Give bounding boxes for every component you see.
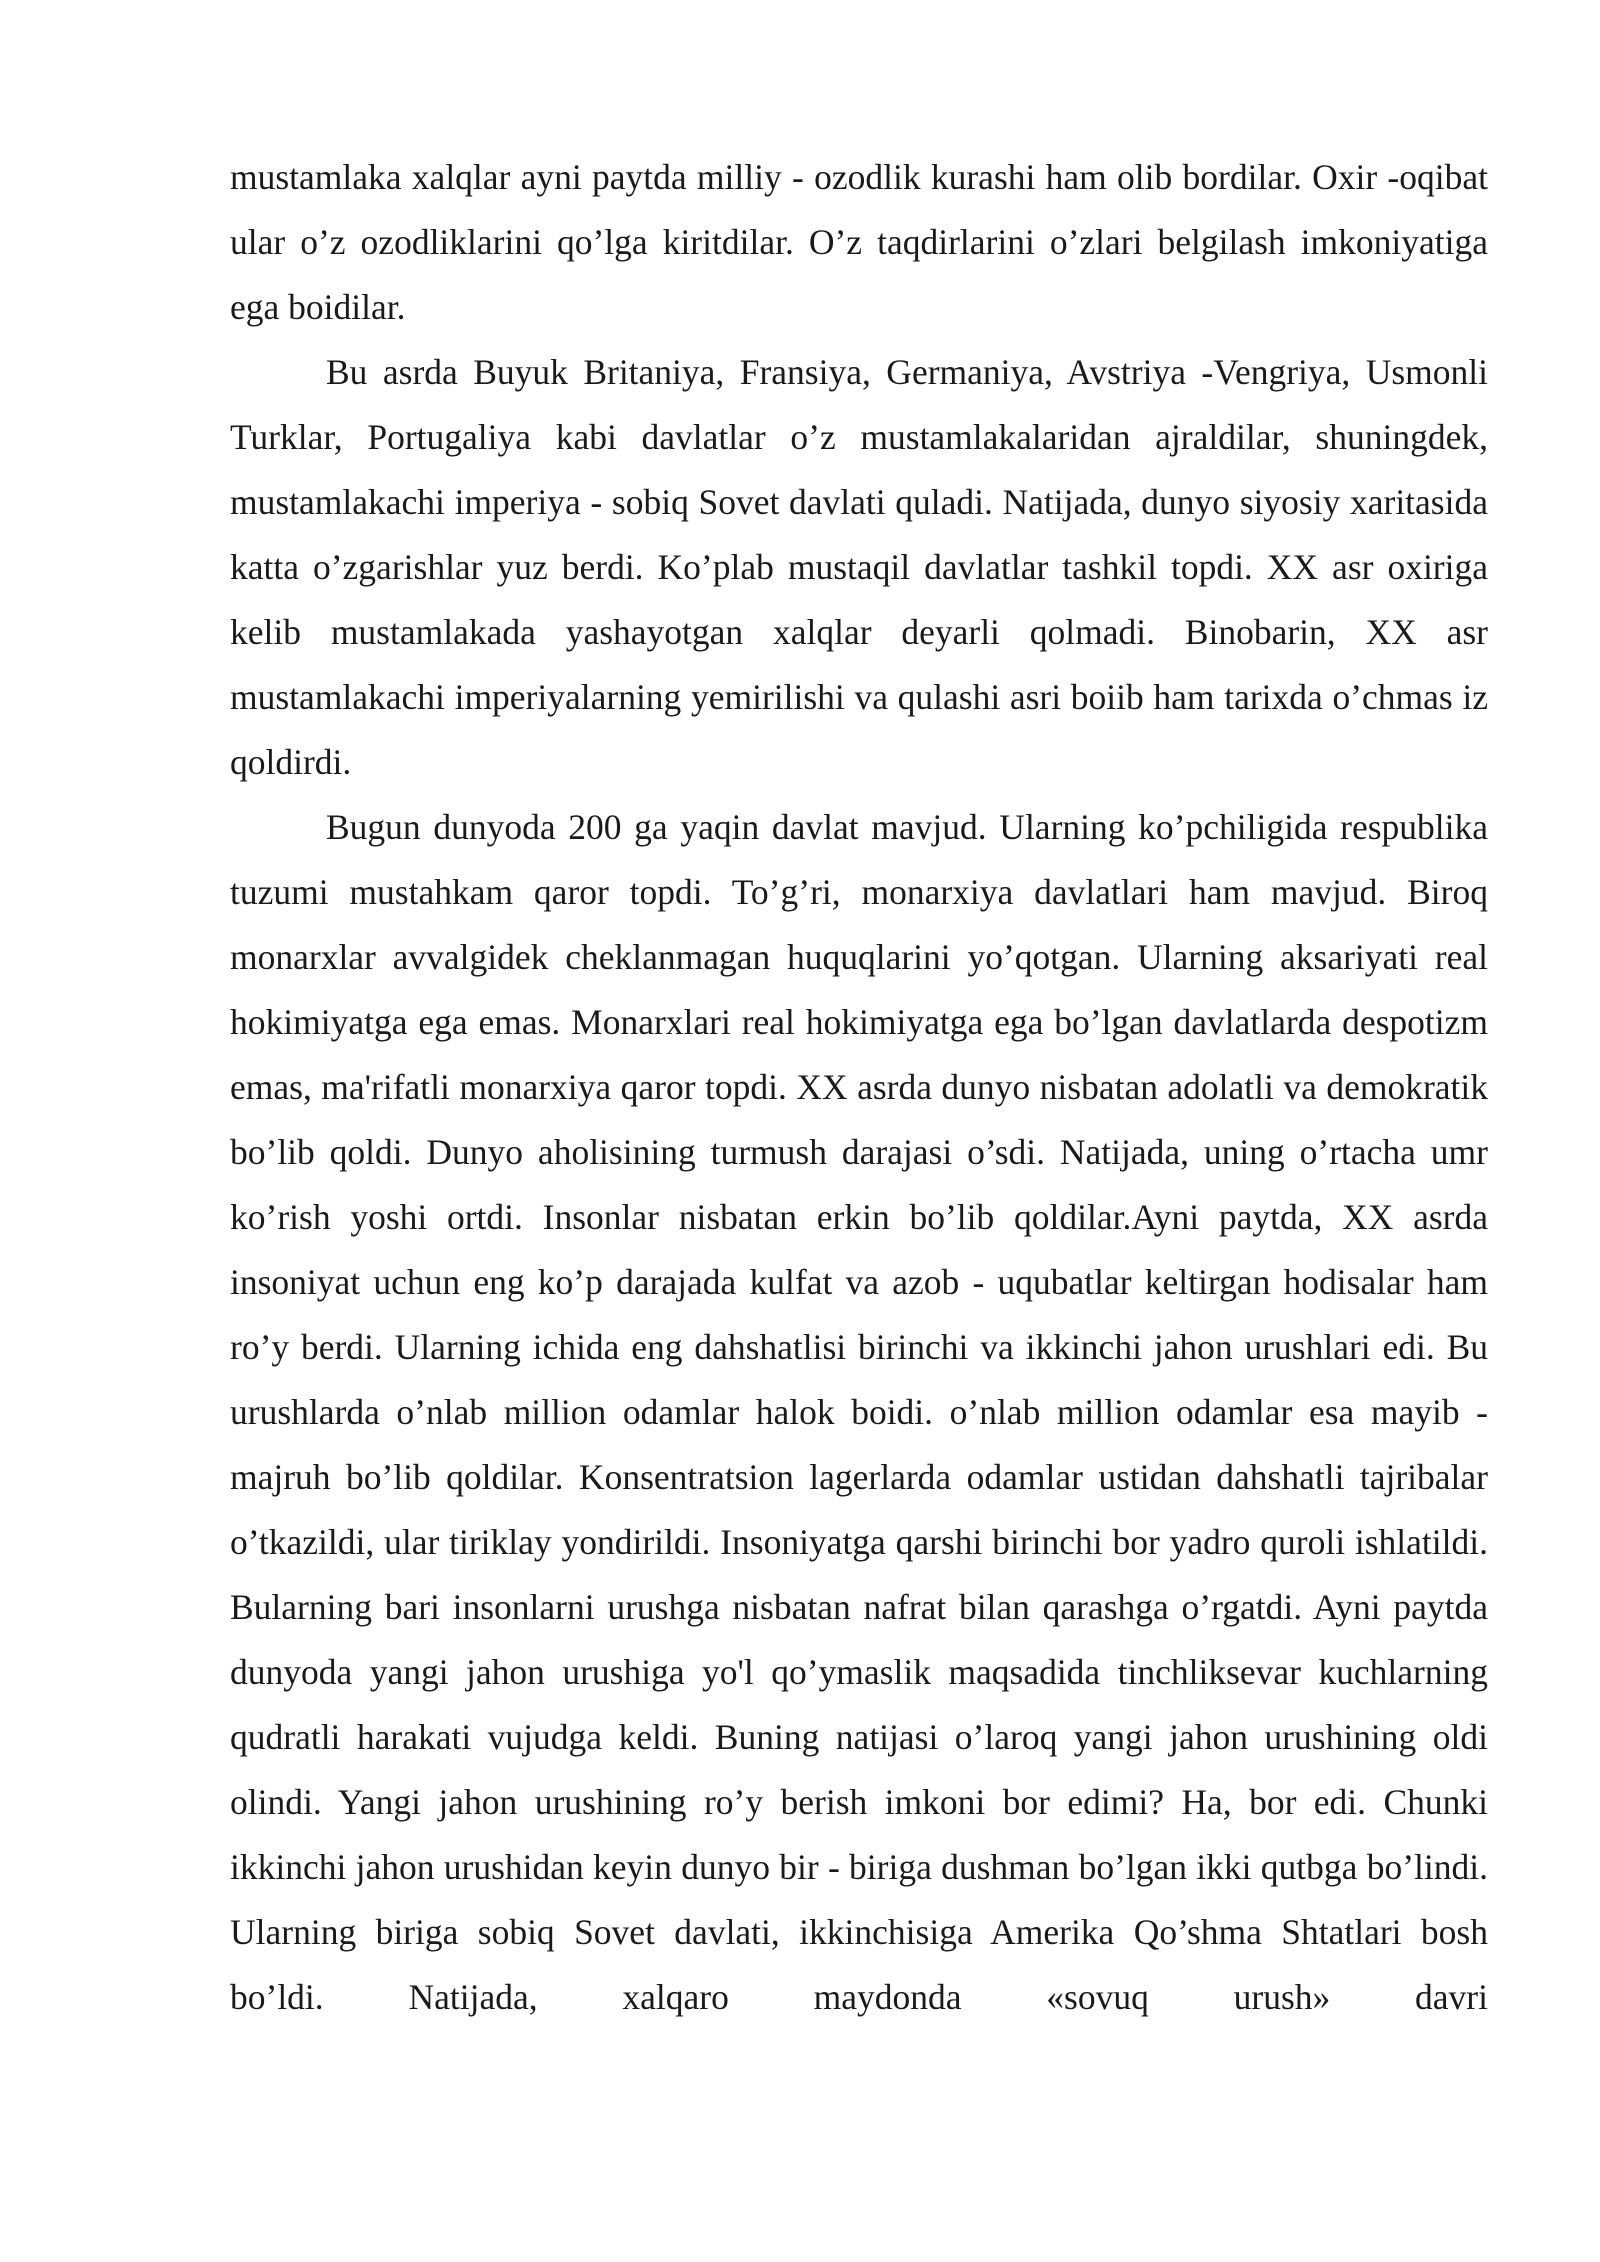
document-body <box>230 145 1488 2030</box>
paragraph-1: mustamlaka xalqlar ayni paytda milliy - ozodlik kurashi ham olib bordilar. Oxir -oqibat ular o’z ozodliklarini qo’lga kiritdilar. O’z taqdirlarini o’zlari belgilash imkoniyatiga ega boidilar. <box>230 157 1488 327</box>
paragraph-3: Bugun dunyoda 200 ga yaqin davlat mavjud. Ularning ko’pchiligida respublika tuzumi mustahkam qaror topdi. To’g’ri, monarxiya davlatlari ham mavjud. Biroq monarxlar avvalgidek cheklanmagan huquqlarini yo’qotgan. Ularning aksariyati real hokimiyatga ega emas. Monarxlari real hokimiyatga ega bo’lgan davlatlarda despotizm emas, ma'rifatli monarxiya qaror topdi. XX asrda dunyo nisbatan adolatli va demokratik bo’lib qoldi. Dunyo aholisining turmush darajasi o’sdi. Natijada, uning o’rtacha umr ko’rish yoshi ortdi. Insonlar nisbatan erkin bo’lib qoldilar.Ayni paytda, XX asrda insoniyat uchun eng ko’p darajada kulfat va azob - uqubatlar keltirgan hodisalar ham ro’y berdi. Ularning ichida eng dahshatlisi birinchi va ikkinchi jahon urushlari edi. Bu urushlarda o’nlab million odamlar halok boidi. o’nlab million odamlar esa mayib - majruh bo’lib qoldilar. Konsentratsion lagerlarda odamlar ustidan dahshatli tajribalar o’tkazildi, ular tiriklay yondirildi. Insoniyatga qarshi birinchi bor yadro quroli ishlatildi. Bularning bari insonlarni urushga nisbatan nafrat bilan qarashga o’rgatdi. Ayni paytda dunyoda yangi jahon urushiga yo'l qo’ymaslik maqsadida tinchliksevar kuchlarning qudratli harakati vujudga keldi. Buning natijasi o’laroq yangi jahon urushining oldi olindi. Yangi jahon urushining ro’y berish imkoni bor edimi? Ha, bor edi. Chunki ikkinchi jahon urushidan keyin dunyo bir - biriga dushman bo’lgan ikki qutbga bo’lindi. Ularning biriga sobiq Sovet davlati, ikkinchisiga Amerika Qo’shma Shtatlari bosh bo’ldi. Natijada, xalqaro maydonda «sovuq urush» davri <box>230 807 1488 2017</box>
paragraph-2: Bu asrda Buyuk Britaniya, Fransiya, Germaniya, Avstriya -Vengriya, Usmonli Turklar, Portugaliya kabi davlatlar o’z mustamlakalaridan ajraldilar, shuningdek, mustamlakachi imperiya - sobiq Sovet davlati quladi. Natijada, dunyo siyosiy xaritasida katta o’zgarishlar yuz berdi. Ko’plab mustaqil davlatlar tashkil topdi. XX asr oxiriga kelib mustamlakada yashayotgan xalqlar deyarli qolmadi. Binobarin, XX asr mustamlakachi imperiyalarning yemirilishi va qulashi asri boiib ham tarixda o’chmas iz qoldirdi. <box>230 352 1488 782</box>
